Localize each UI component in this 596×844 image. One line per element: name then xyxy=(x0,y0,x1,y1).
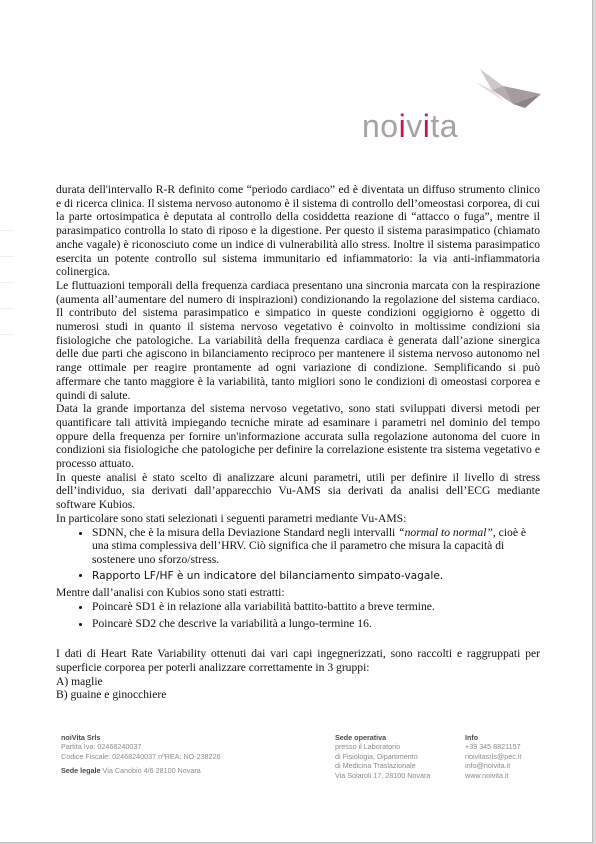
phone-number: +39 345 8821157 xyxy=(465,742,521,752)
margin-decoration xyxy=(0,256,14,257)
ops-label: Sede operativa xyxy=(335,733,387,742)
footer-info xyxy=(465,733,565,780)
tax-code: Codice Fiscale: 02468240037 nºREA: NO-238226 xyxy=(61,751,221,761)
company-name: noiVita Srls xyxy=(61,733,101,742)
website: www.noivita.it xyxy=(465,770,509,780)
logo-wordmark: noivita xyxy=(362,108,458,144)
vu-ams-parameter-list xyxy=(56,526,540,584)
list-item-sd2: • Poincarè SD2 che descrive la variabilità a lungo-termine 16. xyxy=(92,617,540,631)
kubios-parameter-list xyxy=(56,600,540,630)
margin-decoration xyxy=(0,334,14,335)
paragraph: durata dell'intervallo R-R definito come “periodo cardiaco” ed è diventata un diffuso strumento clinico e di ricerca clinica. Il sistema nervoso autonomo è il sistema di controllo dell’omeostasi corporea, di cui la parte ortosimpatica è deputata al controllo della cosiddetta reazione di “attacco o fuga”, mentre il parasimpatico controlla lo stato di riposo e la digestione. Per questo il sistema parasimpatico (chiamato anche vagale) è riconosciuto come un indice di vulnerabilità allo stress. Inoltre il sistema parasimpatico esercita un potente controllo sul sistema immunitario ed infiammatorio: la via anti-infiammatoria colinergica. xyxy=(56,183,540,279)
footer-company xyxy=(61,733,311,776)
list-item-sd1: • Poincarè SD1 è in relazione alla variabilità battito-battito a breve termine. xyxy=(92,600,540,614)
document-body xyxy=(56,183,540,702)
paragraph: Mentre dall’analisi con Kubios sono stati estratti: xyxy=(56,586,285,600)
paragraph: Data la grande importanza del sistema nervoso vegetativo, sono stati sviluppati diversi metodi per quantificare tali attività impiegando tecniche mirate ad esaminare i parametri nel dominio del tempo oppure della frequenza per fornire un'informazione accurata sulla regolazione autonoma del cuore in condizioni sia fisiologiche che patologiche per definire la correlazione esistente tra sistema vegetativo e processo attuato. xyxy=(56,402,540,471)
paragraph: I dati di Heart Rate Variability ottenuti dai vari capi ingegnerizzati, sono raccolti e raggruppati per superficie corporea per poterli analizzare correttamente in 3 gruppi: xyxy=(56,647,540,674)
paragraph: Le fluttuazioni temporali della frequenza cardiaca presentano una sincronia marcata con la respirazione (aumenta all’aumentare del numero di inspirazioni) condizionando la regolazione del sistema cardiaco. Il contributo del sistema parasimpatico e simpatico in queste condizioni oggigiorno è oggetto di numerosi studi in quanto il sistema nervoso vegetativo è coinvolto in moltissime condizioni sia fisiologiche che patologiche. La variabilità della frequenza cardiaca è generata dall’azione sinergica delle due parti che agiscono in bilanciamento reciproco per mantenere il sistema nervoso autonomo nel range ottimale per reagire prontamente ad ogni variazione di condizione. Semplificando si può affermare che tanto maggiore è la variabilità, tanto migliori sono le condizioni di omeostasi corporea e quindi di salute. xyxy=(56,278,540,402)
ops-line: di Fisiologia, Dipartimento xyxy=(335,751,418,761)
group-item: A) maglie xyxy=(56,674,103,688)
footer-operations xyxy=(335,733,455,780)
margin-decoration xyxy=(0,282,14,283)
paragraph: In queste analisi è stato scelto di analizzare alcuni parametri, utili per definire il livello di stress dell’individuo, sia derivati dall’apparecchio Vu-AMS sia derivati da analisi dell’ECG mediante software Kubios. xyxy=(56,470,540,512)
origami-bird-icon xyxy=(355,64,545,114)
ops-line: presso il Laboratorio xyxy=(335,742,401,752)
legal-address: Sede legale Via Canobio 4/6 28100 Novara xyxy=(61,766,201,776)
list-item-sdnn: • SDNN, che è la misura della Deviazione Standard negli intervalli “normal to normal”, cioè è una stima complessiva dell’HRV. Ciò significa che il parametro che misura la capacità di sostenere uno sforzo/stress. xyxy=(92,526,540,567)
paragraph: In particolare sono stati selezionati i seguenti parametri mediante Vu-AMS: xyxy=(56,511,407,525)
noivita-logo xyxy=(355,64,545,144)
margin-decoration xyxy=(0,230,14,231)
ops-line: Via Solaroli 17, 28100 Novara xyxy=(335,770,431,780)
group-item: B) guaine e ginocchiere xyxy=(56,688,167,702)
ops-line: di Medicina Traslazionale xyxy=(335,761,416,771)
info-label: Info xyxy=(465,733,479,742)
vat-number: Partita Iva: 02468240037 xyxy=(61,742,142,752)
list-item-lf-hf: • Rapporto LF/HF è un indicatore del bilanciamento simpato-vagale. xyxy=(92,570,540,584)
info-email: info@noivita.it xyxy=(465,761,511,771)
margin-decoration xyxy=(0,308,14,309)
pec-email: noivitasrls@pec.it xyxy=(465,751,522,761)
